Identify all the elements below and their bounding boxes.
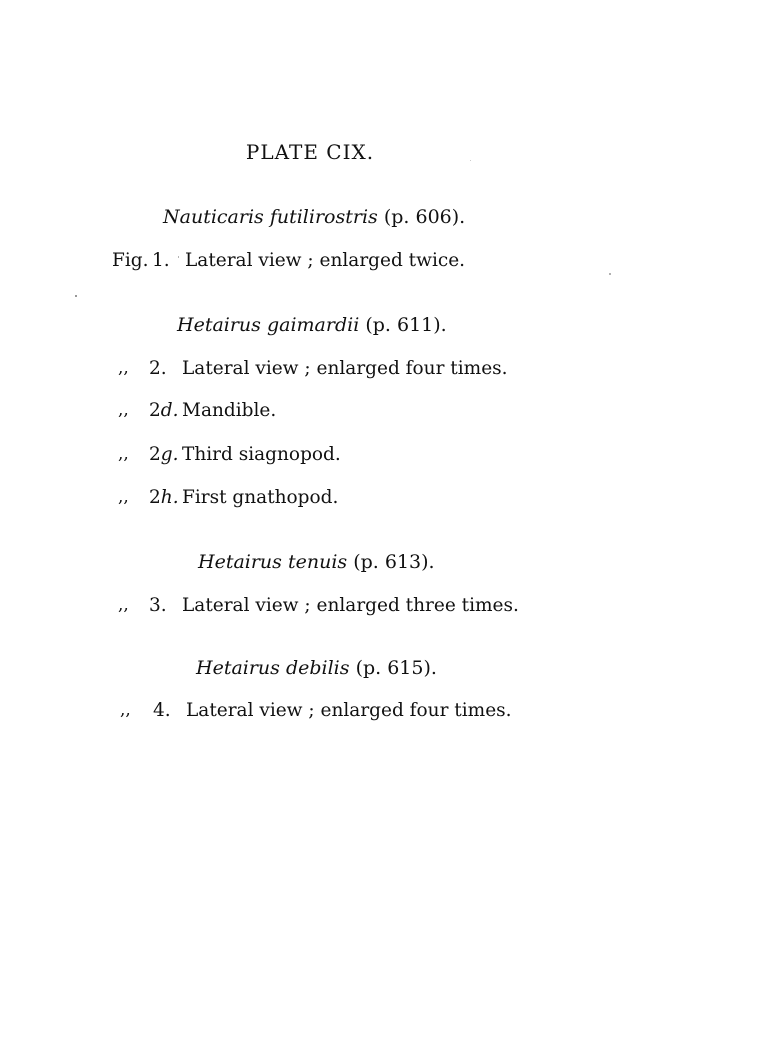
species-name: Hetairus debilis [196,657,350,679]
figure-number: 4. [153,700,171,721]
figure-number-digit: 2 [149,444,161,465]
figure-number-digit: 2 [149,487,161,508]
figure-caption [118,400,518,424]
ditto-mark: ,, [118,487,129,507]
species-heading [198,551,435,573]
species-name: Hetairus tenuis [198,551,348,573]
scan-speck [609,273,611,275]
figure-caption [112,250,512,274]
scan-speck [178,256,179,258]
page-reference: (p. 613). [353,551,435,573]
page-reference: (p. 615). [355,657,437,679]
species-heading [163,206,465,228]
figure-description: Lateral view ; enlarged three times. [182,595,519,616]
figure-number: 3. [149,595,167,616]
figure-number [149,487,179,508]
figure-number [149,400,179,421]
figure-description: Lateral view ; enlarged four times. [182,358,508,379]
ditto-mark: ,, [118,400,129,420]
ditto-mark: ,, [118,358,129,378]
figure-number-letter: g. [160,444,179,465]
ditto-mark: ,, [118,595,129,615]
plate-title: PLATE CIX. [245,140,375,164]
figure-number: 1. [152,250,170,271]
figure-caption [118,358,518,382]
species-name: Hetairus gaimardii [177,314,360,336]
figure-caption [118,595,538,619]
scan-speck [75,295,77,297]
species-name: Nauticaris futilirostris [163,206,378,228]
figure-description: Mandible. [182,400,277,421]
ditto-mark: ,, [118,444,129,464]
figure-number-letter: h. [160,487,179,508]
species-heading [196,657,437,679]
page-reference: (p. 606). [383,206,466,228]
species-heading [177,314,447,336]
figure-description: Lateral view ; enlarged four times. [186,700,512,721]
figure-caption [120,700,540,724]
figure-number [149,444,179,465]
figure-caption [118,487,518,511]
figure-number: 2. [149,358,167,379]
figure-description: First gnathopod. [182,487,339,508]
figure-number-digit: 2 [149,400,161,421]
page-reference: (p. 611). [365,314,447,336]
figure-description: Third siagnopod. [182,444,341,465]
figure-caption [118,444,518,468]
ditto-mark: ,, [120,700,131,720]
figure-prefix: Fig. [112,250,149,271]
figure-description: Lateral view ; enlarged twice. [185,250,466,271]
figure-number-letter: d. [160,400,179,421]
scan-speck [470,160,471,161]
